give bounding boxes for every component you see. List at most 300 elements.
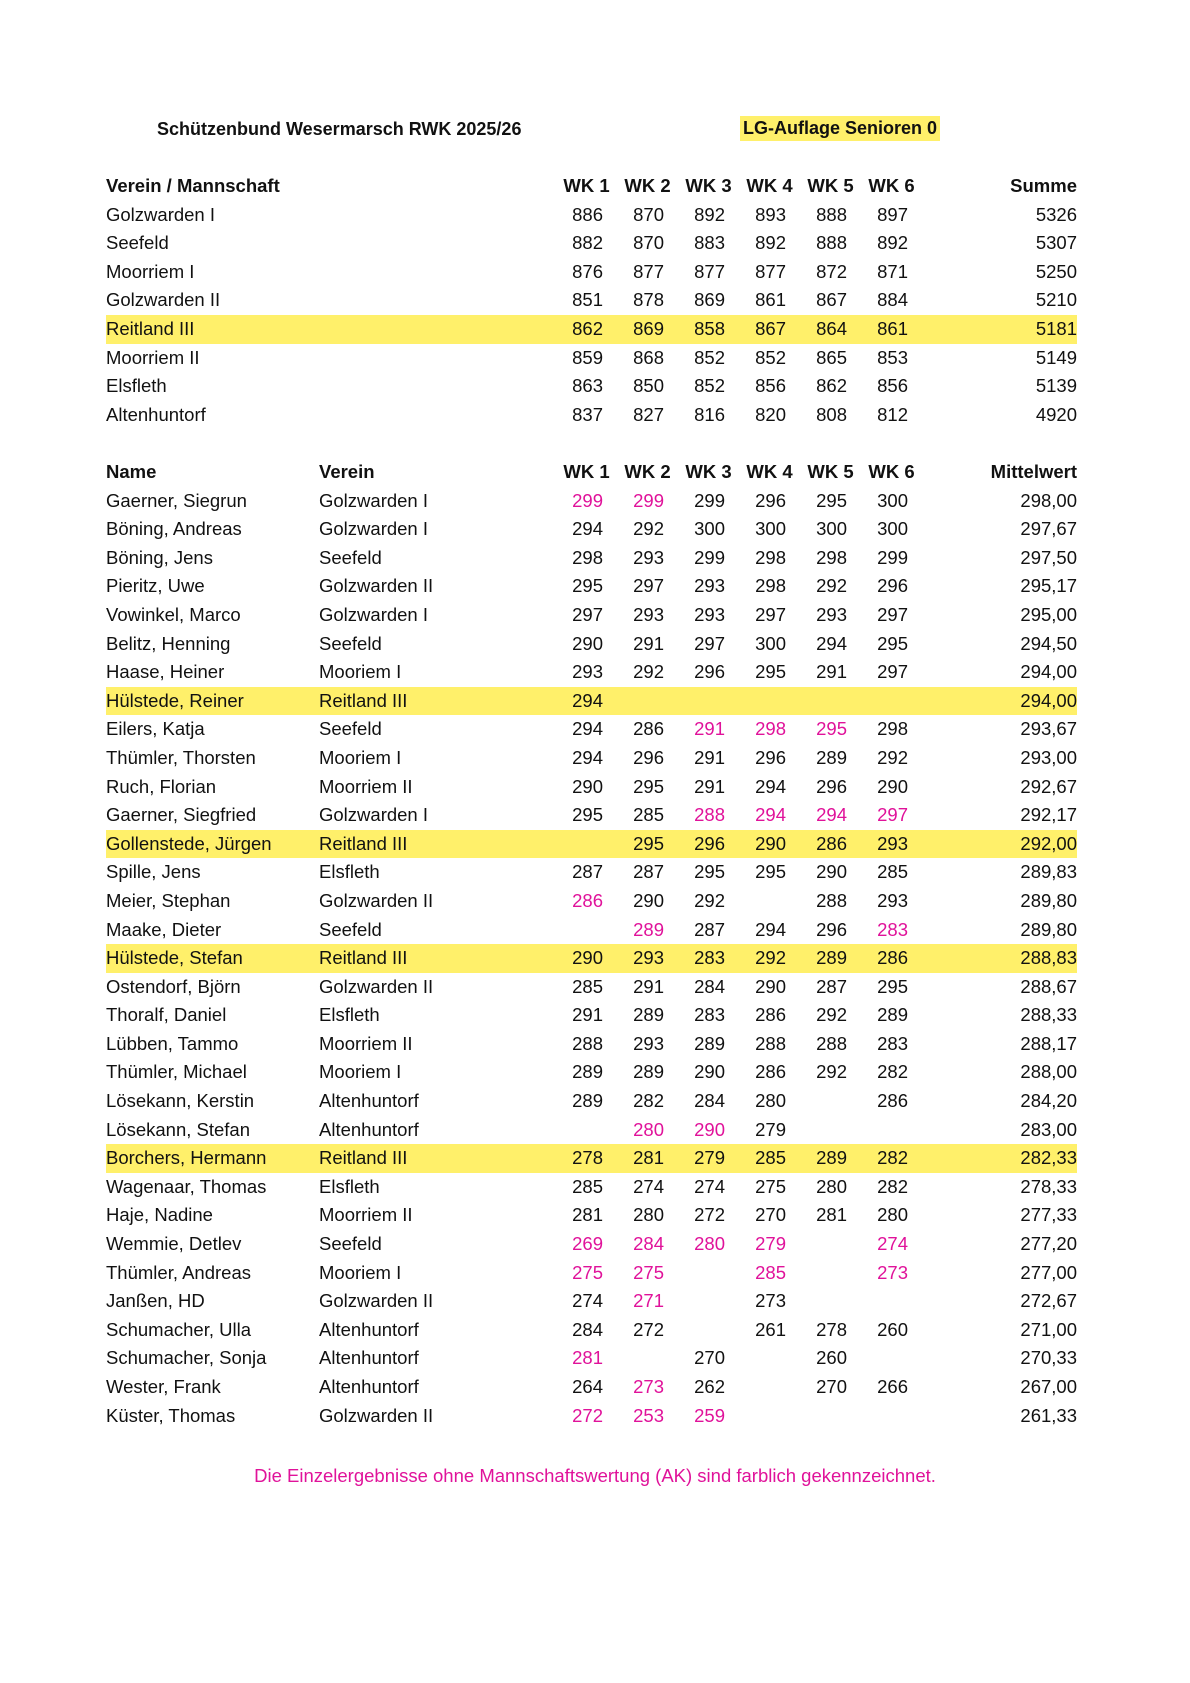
team-wk1-score: 862 bbox=[556, 315, 617, 344]
player-wk6-score: 273 bbox=[877, 1261, 908, 1283]
team-row bbox=[106, 344, 1077, 373]
player-wk4-score: 298 bbox=[755, 546, 786, 568]
player-row bbox=[106, 1116, 1077, 1145]
player-wk3-score: 299 bbox=[694, 546, 725, 568]
col-header-wk6: WK 6 bbox=[868, 461, 915, 482]
player-wk5-score: 286 bbox=[800, 830, 861, 859]
player-row bbox=[106, 1373, 1077, 1402]
player-average: 271,00 bbox=[1020, 1318, 1077, 1340]
player-name: Thoralf, Daniel bbox=[106, 1004, 227, 1026]
player-club: Altenhuntorf bbox=[319, 1376, 419, 1397]
player-wk4-score: 295 bbox=[755, 861, 786, 883]
player-average: 292,17 bbox=[1020, 804, 1077, 826]
player-wk4-score: 294 bbox=[755, 918, 786, 940]
player-name: Wester, Frank bbox=[106, 1376, 221, 1397]
player-wk4-score: 273 bbox=[755, 1290, 786, 1312]
player-average: 288,67 bbox=[1020, 975, 1077, 997]
col-header-wk1: WK 1 bbox=[563, 175, 610, 196]
team-name: Elsfleth bbox=[106, 375, 167, 397]
team-sum: 5181 bbox=[922, 315, 1077, 344]
team-wk5-score: 864 bbox=[800, 315, 861, 344]
player-name: Gaerner, Siegfried bbox=[106, 804, 257, 826]
player-wk6-score: 282 bbox=[877, 1175, 908, 1197]
player-wk1-score: 293 bbox=[572, 661, 603, 683]
player-wk2-score: 299 bbox=[633, 489, 664, 511]
player-wk6-score: 298 bbox=[877, 718, 908, 740]
player-average: 298,00 bbox=[1020, 489, 1077, 511]
player-wk1-score bbox=[556, 916, 617, 945]
player-wk3-score: 287 bbox=[694, 918, 725, 940]
player-club: Altenhuntorf bbox=[319, 1090, 419, 1112]
player-wk2-score: 272 bbox=[633, 1318, 664, 1340]
player-club: Reitland III bbox=[319, 830, 556, 859]
player-wk5-score bbox=[800, 1259, 861, 1288]
player-wk3-score: 296 bbox=[678, 830, 739, 859]
player-average: 267,00 bbox=[1020, 1376, 1077, 1397]
player-row bbox=[106, 973, 1077, 1002]
player-wk2-score: 289 bbox=[633, 1004, 664, 1026]
player-wk3-score: 272 bbox=[694, 1204, 725, 1226]
player-average: 297,50 bbox=[1020, 546, 1077, 568]
player-wk4-score: 290 bbox=[755, 975, 786, 997]
player-row bbox=[106, 1201, 1077, 1230]
player-wk1-score bbox=[556, 830, 617, 859]
player-row bbox=[106, 1230, 1077, 1259]
player-wk5-score: 292 bbox=[816, 1061, 847, 1083]
player-wk2-score: 293 bbox=[633, 603, 664, 625]
player-club: Elsfleth bbox=[319, 1175, 380, 1197]
player-average: 294,00 bbox=[1020, 661, 1077, 683]
player-wk3-score: 280 bbox=[694, 1233, 725, 1255]
player-wk4-score: 298 bbox=[755, 575, 786, 597]
team-wk6-score: 871 bbox=[877, 260, 908, 282]
player-row bbox=[106, 1402, 1077, 1431]
player-wk3-score bbox=[678, 1287, 739, 1316]
player-wk4-score: 290 bbox=[739, 830, 800, 859]
player-wk5-score: 290 bbox=[816, 861, 847, 883]
player-name: Hülstede, Stefan bbox=[106, 944, 319, 973]
player-wk1-score: 281 bbox=[572, 1347, 603, 1369]
player-average: 284,20 bbox=[1020, 1090, 1077, 1112]
player-wk1-score: 285 bbox=[572, 975, 603, 997]
player-wk4-score: 270 bbox=[755, 1204, 786, 1226]
player-name: Meier, Stephan bbox=[106, 889, 231, 911]
team-wk1-score: 851 bbox=[572, 289, 603, 311]
player-wk4-score: 296 bbox=[755, 746, 786, 768]
player-wk4-score: 286 bbox=[755, 1061, 786, 1083]
player-wk6-score: 274 bbox=[877, 1233, 908, 1255]
team-wk1-score: 882 bbox=[572, 232, 603, 254]
competition-class-badge: LG-Auflage Senioren 0 bbox=[740, 116, 940, 141]
player-club: Reitland III bbox=[319, 944, 556, 973]
team-wk5-score: 872 bbox=[816, 260, 847, 282]
player-wk5-score: 291 bbox=[816, 661, 847, 683]
player-average: 293,67 bbox=[1020, 718, 1077, 740]
player-wk2-score: 292 bbox=[633, 518, 664, 540]
col-header-wk2: WK 2 bbox=[624, 461, 671, 482]
player-wk5-score: 288 bbox=[816, 889, 847, 911]
player-wk3-score: 283 bbox=[678, 944, 739, 973]
player-wk4-score: 300 bbox=[755, 632, 786, 654]
player-average: 294,50 bbox=[1020, 632, 1077, 654]
team-wk4-score: 856 bbox=[755, 375, 786, 397]
player-name: Belitz, Henning bbox=[106, 632, 231, 654]
player-club: Moorriem II bbox=[319, 1032, 413, 1054]
player-wk4-score: 292 bbox=[739, 944, 800, 973]
player-wk1-score: 286 bbox=[572, 889, 603, 911]
player-wk1-score: 294 bbox=[556, 687, 617, 716]
player-wk1-score: 272 bbox=[572, 1404, 603, 1426]
team-wk2-score: 870 bbox=[633, 203, 664, 225]
player-row bbox=[106, 1287, 1077, 1316]
player-wk2-score: 293 bbox=[617, 944, 678, 973]
team-wk5-score: 867 bbox=[816, 289, 847, 311]
player-wk2-score: 273 bbox=[633, 1376, 664, 1397]
team-wk3-score: 869 bbox=[694, 289, 725, 311]
player-average: 288,83 bbox=[922, 944, 1077, 973]
player-club: Mooriem I bbox=[319, 1261, 402, 1283]
player-wk6-score: 297 bbox=[877, 603, 908, 625]
team-wk4-score: 877 bbox=[755, 260, 786, 282]
team-wk6-score: 861 bbox=[861, 315, 922, 344]
player-wk2-score: 292 bbox=[633, 661, 664, 683]
player-wk6-score: 292 bbox=[877, 746, 908, 768]
player-wk5-score: 295 bbox=[816, 489, 847, 511]
player-wk3-score: 290 bbox=[694, 1061, 725, 1083]
player-average: 270,33 bbox=[1020, 1347, 1077, 1369]
player-row bbox=[106, 801, 1077, 830]
player-row bbox=[106, 601, 1077, 630]
col-header-team: Verein / Mannschaft bbox=[106, 175, 280, 196]
player-row bbox=[106, 744, 1077, 773]
player-wk6-score: 282 bbox=[877, 1061, 908, 1083]
player-row bbox=[106, 1173, 1077, 1202]
col-header-wk2: WK 2 bbox=[624, 175, 671, 196]
player-wk4-score: 261 bbox=[755, 1318, 786, 1340]
player-wk2-score: 282 bbox=[633, 1090, 664, 1112]
col-header-wk5: WK 5 bbox=[807, 461, 854, 482]
player-club: Golzwarden II bbox=[319, 1290, 434, 1312]
player-wk6-score: 286 bbox=[877, 1090, 908, 1112]
player-wk5-score: 281 bbox=[816, 1204, 847, 1226]
player-name: Lübben, Tammo bbox=[106, 1032, 239, 1054]
player-name: Thümler, Thorsten bbox=[106, 746, 256, 768]
player-wk2-score: 281 bbox=[617, 1144, 678, 1173]
player-wk3-score: 292 bbox=[694, 889, 725, 911]
player-name: Ruch, Florian bbox=[106, 775, 217, 797]
player-wk3-score: 295 bbox=[694, 861, 725, 883]
team-wk1-score: 859 bbox=[572, 346, 603, 368]
player-name: Schumacher, Sonja bbox=[106, 1347, 267, 1369]
player-wk3-score bbox=[678, 1316, 739, 1345]
player-average: 277,33 bbox=[1020, 1204, 1077, 1226]
player-name: Spille, Jens bbox=[106, 861, 201, 883]
team-wk5-score: 888 bbox=[816, 203, 847, 225]
player-wk2-score: 280 bbox=[633, 1204, 664, 1226]
player-wk4-score bbox=[739, 887, 800, 916]
player-name: Ostendorf, Björn bbox=[106, 975, 241, 997]
player-wk5-score: 278 bbox=[816, 1318, 847, 1340]
col-header-name: Name bbox=[106, 461, 157, 482]
player-wk6-score: 300 bbox=[877, 518, 908, 540]
player-wk6-score bbox=[861, 687, 922, 716]
player-wk4-score: 294 bbox=[755, 804, 786, 826]
team-row bbox=[106, 286, 1077, 315]
player-wk5-score: 300 bbox=[816, 518, 847, 540]
player-wk2-score: 280 bbox=[633, 1118, 664, 1140]
player-average: 277,20 bbox=[1020, 1233, 1077, 1255]
player-wk4-score bbox=[739, 1402, 800, 1431]
player-wk3-score: 283 bbox=[694, 1004, 725, 1026]
player-wk4-score: 280 bbox=[755, 1090, 786, 1112]
player-club: Golzwarden II bbox=[319, 975, 434, 997]
team-wk3-score: 816 bbox=[694, 403, 725, 425]
player-name: Thümler, Michael bbox=[106, 1061, 247, 1083]
team-sum: 5139 bbox=[1035, 375, 1077, 397]
player-wk4-score: 288 bbox=[755, 1032, 786, 1054]
team-wk6-score: 892 bbox=[877, 232, 908, 254]
player-row bbox=[106, 858, 1077, 887]
player-wk2-score bbox=[617, 687, 678, 716]
player-wk4-score: 285 bbox=[755, 1261, 786, 1283]
player-wk6-score bbox=[861, 1116, 922, 1145]
player-wk1-score: 278 bbox=[556, 1144, 617, 1173]
player-wk1-score: 295 bbox=[572, 804, 603, 826]
player-wk5-score: 296 bbox=[816, 775, 847, 797]
player-wk4-score: 286 bbox=[755, 1004, 786, 1026]
team-row bbox=[106, 201, 1077, 230]
col-header-wk4: WK 4 bbox=[746, 461, 793, 482]
player-wk3-score: 274 bbox=[694, 1175, 725, 1197]
team-wk4-score: 867 bbox=[739, 315, 800, 344]
player-average: 278,33 bbox=[1020, 1175, 1077, 1197]
player-table-header bbox=[106, 458, 1077, 487]
player-row bbox=[106, 1259, 1077, 1288]
player-wk2-score: 271 bbox=[633, 1290, 664, 1312]
player-row bbox=[106, 830, 1077, 859]
player-wk3-score: 291 bbox=[694, 775, 725, 797]
team-wk6-score: 853 bbox=[877, 346, 908, 368]
player-wk4-score: 297 bbox=[755, 603, 786, 625]
team-wk6-score: 884 bbox=[877, 289, 908, 311]
player-club: Altenhuntorf bbox=[319, 1318, 419, 1340]
team-wk4-score: 820 bbox=[755, 403, 786, 425]
player-average: 261,33 bbox=[1020, 1404, 1077, 1426]
player-row bbox=[106, 544, 1077, 573]
player-row bbox=[106, 687, 1077, 716]
team-wk2-score: 877 bbox=[633, 260, 664, 282]
team-name: Altenhuntorf bbox=[106, 403, 206, 425]
player-wk5-score: 287 bbox=[816, 975, 847, 997]
team-sum: 5307 bbox=[1035, 232, 1077, 254]
player-name: Haje, Nadine bbox=[106, 1204, 213, 1226]
player-wk1-score: 291 bbox=[572, 1004, 603, 1026]
player-wk2-score: 295 bbox=[633, 775, 664, 797]
player-wk2-score: 287 bbox=[633, 861, 664, 883]
player-wk4-score: 296 bbox=[755, 489, 786, 511]
player-wk4-score: 295 bbox=[755, 661, 786, 683]
team-wk2-score: 827 bbox=[633, 403, 664, 425]
player-wk1-score: 290 bbox=[556, 944, 617, 973]
player-average: 297,67 bbox=[1020, 518, 1077, 540]
player-name: Haase, Heiner bbox=[106, 661, 225, 683]
player-wk6-score bbox=[861, 1344, 922, 1373]
team-row bbox=[106, 401, 1077, 430]
team-wk2-score: 868 bbox=[633, 346, 664, 368]
player-wk5-score bbox=[800, 687, 861, 716]
player-wk1-score bbox=[556, 1116, 617, 1145]
player-row bbox=[106, 1344, 1077, 1373]
player-name: Pieritz, Uwe bbox=[106, 575, 205, 597]
player-name: Janßen, HD bbox=[106, 1290, 205, 1312]
player-average: 294,00 bbox=[922, 687, 1077, 716]
player-wk2-score: 253 bbox=[633, 1404, 664, 1426]
team-wk6-score: 856 bbox=[877, 375, 908, 397]
player-average: 282,33 bbox=[922, 1144, 1077, 1173]
col-header-wk6: WK 6 bbox=[868, 175, 915, 196]
player-wk1-score: 281 bbox=[572, 1204, 603, 1226]
player-wk3-score: 296 bbox=[694, 661, 725, 683]
player-average: 288,00 bbox=[1020, 1061, 1077, 1083]
player-wk3-score: 293 bbox=[694, 575, 725, 597]
team-wk1-score: 876 bbox=[572, 260, 603, 282]
player-wk2-score: 274 bbox=[633, 1175, 664, 1197]
player-wk4-score: 279 bbox=[755, 1233, 786, 1255]
player-name: Lösekann, Stefan bbox=[106, 1118, 250, 1140]
player-wk3-score: 262 bbox=[694, 1376, 725, 1397]
player-wk3-score: 297 bbox=[694, 632, 725, 654]
player-wk4-score: 298 bbox=[755, 718, 786, 740]
player-club: Moorriem II bbox=[319, 775, 413, 797]
col-header-wk3: WK 3 bbox=[685, 461, 732, 482]
team-wk4-score: 861 bbox=[755, 289, 786, 311]
player-wk6-score: 286 bbox=[861, 944, 922, 973]
player-wk2-score: 285 bbox=[633, 804, 664, 826]
team-wk4-score: 852 bbox=[755, 346, 786, 368]
player-wk1-score: 289 bbox=[572, 1090, 603, 1112]
player-average: 283,00 bbox=[1020, 1118, 1077, 1140]
player-wk3-score: 284 bbox=[694, 1090, 725, 1112]
player-club: Reitland III bbox=[319, 687, 556, 716]
player-wk6-score: 260 bbox=[877, 1318, 908, 1340]
player-club: Altenhuntorf bbox=[319, 1347, 419, 1369]
player-average: 295,17 bbox=[1020, 575, 1077, 597]
player-wk5-score bbox=[800, 1402, 861, 1431]
player-wk3-score: 300 bbox=[694, 518, 725, 540]
player-wk5-score: 288 bbox=[816, 1032, 847, 1054]
player-name: Hülstede, Reiner bbox=[106, 687, 319, 716]
player-row bbox=[106, 1058, 1077, 1087]
player-wk1-score: 297 bbox=[572, 603, 603, 625]
player-wk1-score: 299 bbox=[572, 489, 603, 511]
player-club: Seefeld bbox=[319, 632, 382, 654]
player-name: Gaerner, Siegrun bbox=[106, 489, 247, 511]
player-wk6-score: 295 bbox=[877, 975, 908, 997]
player-wk1-score: 275 bbox=[572, 1261, 603, 1283]
team-wk1-score: 837 bbox=[572, 403, 603, 425]
player-average: 288,33 bbox=[1020, 1004, 1077, 1026]
player-wk5-score: 295 bbox=[816, 718, 847, 740]
team-wk5-score: 808 bbox=[816, 403, 847, 425]
player-wk2-score: 290 bbox=[633, 889, 664, 911]
player-wk3-score: 299 bbox=[694, 489, 725, 511]
col-header-wk4: WK 4 bbox=[746, 175, 793, 196]
player-row bbox=[106, 1316, 1077, 1345]
team-row bbox=[106, 229, 1077, 258]
player-wk6-score: 299 bbox=[877, 546, 908, 568]
player-wk6-score: 290 bbox=[877, 775, 908, 797]
document-title: Schützenbund Wesermarsch RWK 2025/26 bbox=[157, 119, 522, 139]
player-wk1-score: 287 bbox=[572, 861, 603, 883]
col-header-sum: Summe bbox=[1010, 175, 1077, 196]
player-club: Golzwarden II bbox=[319, 889, 434, 911]
team-row bbox=[106, 315, 1077, 344]
team-sum: 4920 bbox=[1035, 403, 1077, 425]
player-club: Golzwarden I bbox=[319, 804, 428, 826]
team-wk5-score: 862 bbox=[816, 375, 847, 397]
player-wk6-score: 285 bbox=[877, 861, 908, 883]
player-club: Moorriem II bbox=[319, 1204, 413, 1226]
player-wk1-score: 290 bbox=[572, 632, 603, 654]
player-wk2-score: 291 bbox=[633, 632, 664, 654]
player-wk5-score: 294 bbox=[816, 804, 847, 826]
player-wk5-score: 289 bbox=[800, 944, 861, 973]
team-table-header bbox=[106, 172, 1077, 201]
player-row bbox=[106, 658, 1077, 687]
player-row bbox=[106, 1030, 1077, 1059]
player-wk6-score: 296 bbox=[877, 575, 908, 597]
player-wk4-score: 285 bbox=[739, 1144, 800, 1173]
team-wk4-score: 893 bbox=[755, 203, 786, 225]
player-row bbox=[106, 630, 1077, 659]
player-wk2-score: 296 bbox=[633, 746, 664, 768]
individual-standings-table bbox=[106, 458, 1077, 1430]
player-wk6-score: 282 bbox=[861, 1144, 922, 1173]
player-name: Böning, Andreas bbox=[106, 518, 242, 540]
player-wk3-score: 288 bbox=[694, 804, 725, 826]
player-wk3-score: 284 bbox=[694, 975, 725, 997]
player-wk1-score: 288 bbox=[572, 1032, 603, 1054]
player-row bbox=[106, 715, 1077, 744]
player-wk2-score: 295 bbox=[617, 830, 678, 859]
team-name: Seefeld bbox=[106, 232, 169, 254]
player-wk5-score: 260 bbox=[816, 1347, 847, 1369]
player-name: Borchers, Hermann bbox=[106, 1144, 319, 1173]
player-wk3-score: 279 bbox=[678, 1144, 739, 1173]
player-name: Schumacher, Ulla bbox=[106, 1318, 251, 1340]
player-wk5-score bbox=[800, 1287, 861, 1316]
player-wk1-score: 285 bbox=[572, 1175, 603, 1197]
player-average: 288,17 bbox=[1020, 1032, 1077, 1054]
player-wk3-score: 289 bbox=[694, 1032, 725, 1054]
player-average: 295,00 bbox=[1020, 603, 1077, 625]
player-average: 277,00 bbox=[1020, 1261, 1077, 1283]
player-wk2-score: 286 bbox=[633, 718, 664, 740]
player-club: Mooriem I bbox=[319, 746, 402, 768]
player-wk5-score: 289 bbox=[816, 746, 847, 768]
player-wk1-score: 264 bbox=[572, 1376, 603, 1397]
team-wk3-score: 892 bbox=[694, 203, 725, 225]
player-wk3-score: 291 bbox=[694, 746, 725, 768]
player-club: Golzwarden I bbox=[319, 518, 428, 540]
player-wk1-score: 274 bbox=[572, 1290, 603, 1312]
team-sum: 5250 bbox=[1035, 260, 1077, 282]
team-sum: 5149 bbox=[1035, 346, 1077, 368]
player-club: Elsfleth bbox=[319, 861, 380, 883]
player-club: Mooriem I bbox=[319, 661, 402, 683]
player-wk6-score: 293 bbox=[861, 830, 922, 859]
player-wk6-score: 280 bbox=[877, 1204, 908, 1226]
